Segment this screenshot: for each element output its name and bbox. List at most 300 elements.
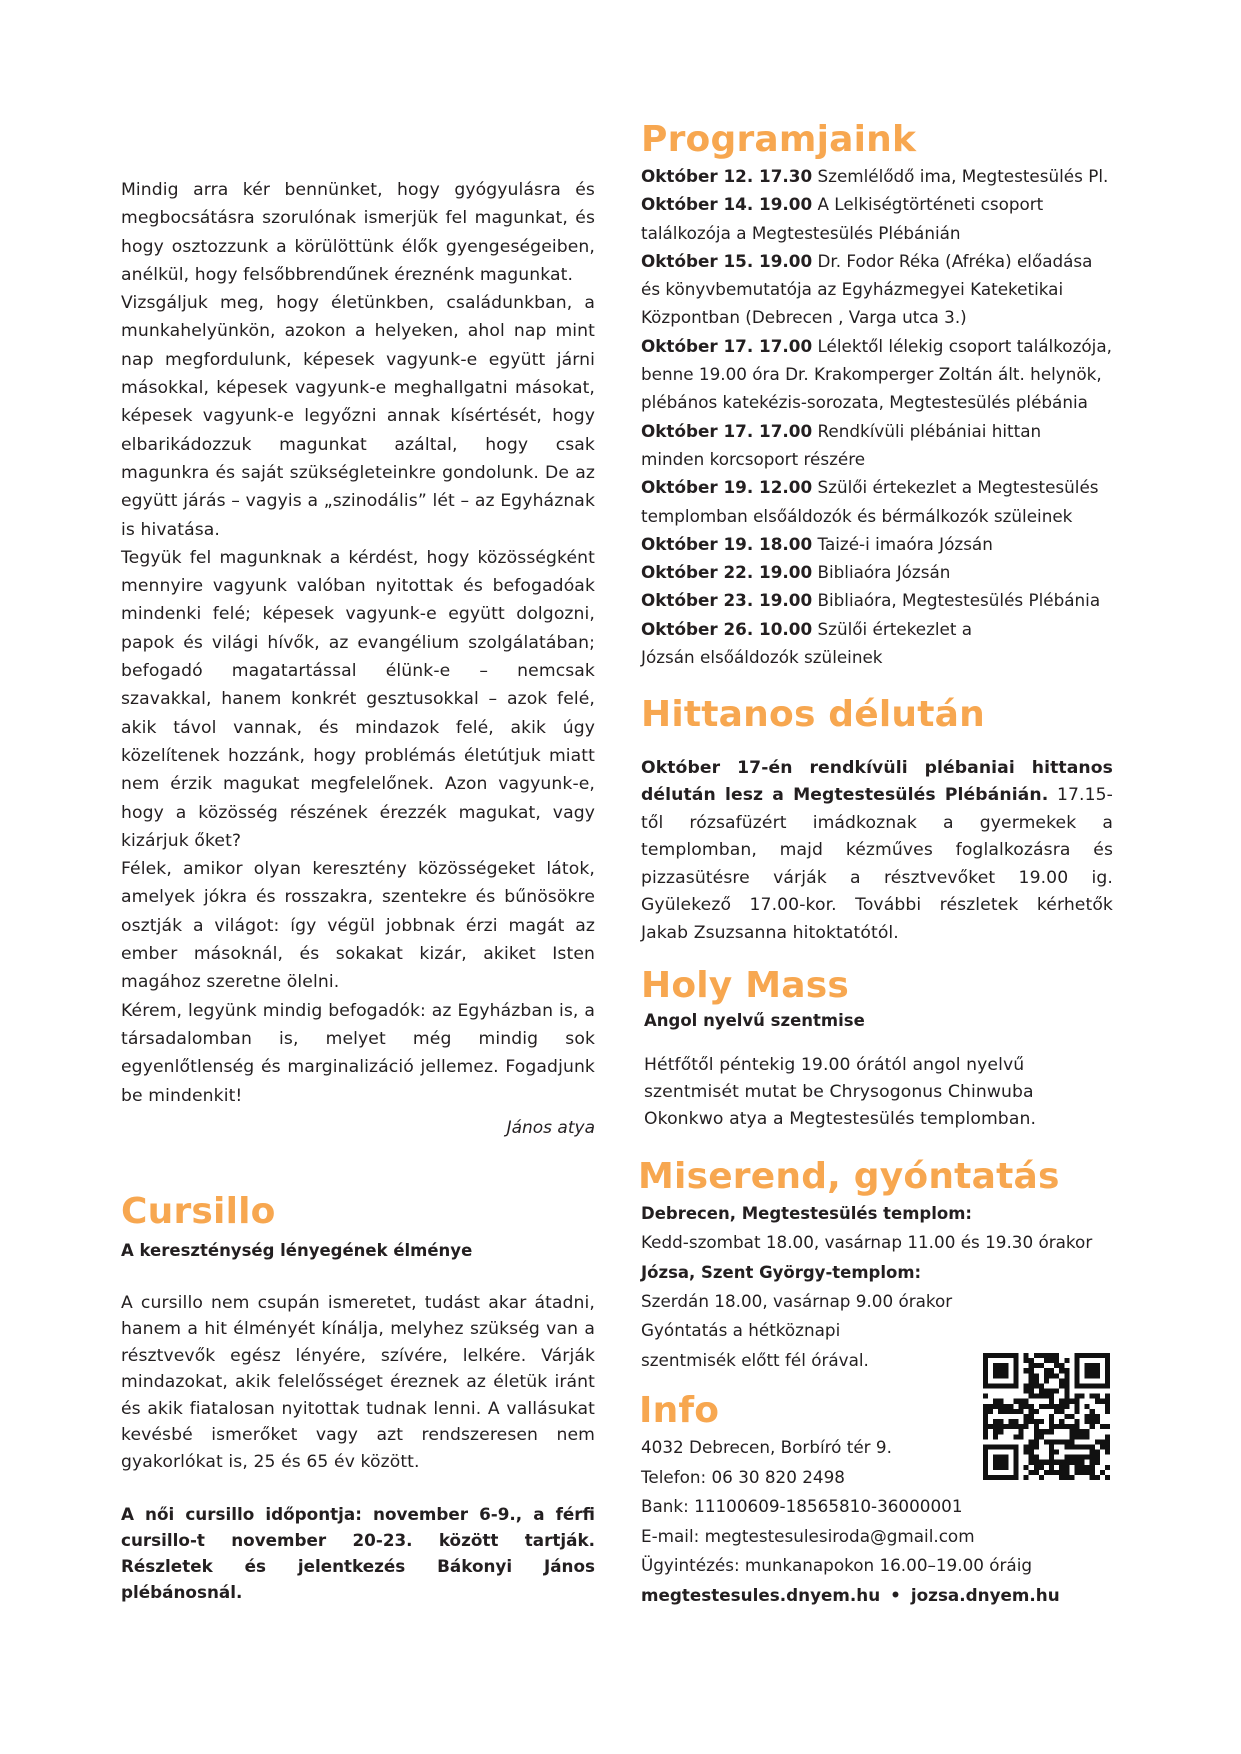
qr-module xyxy=(983,1394,988,1399)
website-link-2[interactable]: jozsa.dnyem.hu xyxy=(910,1584,1060,1605)
hittan-text: 17.15-től rózsafüzért imádkoznak a gyermekek a templomban, majd kézműves foglalkozásra és pizzasütésre várják a résztvevőket 19.00 ig. Gyülekező 17.00-kor. További részletek kérhetők Jakab Zsuzsanna hitoktatótól. xyxy=(641,785,1113,943)
holy-mass-title: Holy Mass xyxy=(641,965,849,1007)
qr-module xyxy=(1039,1383,1044,1388)
qr-module xyxy=(1059,1399,1064,1404)
info-hours: Ügyintézés: munkanapokon 16.00–19.00 óráig xyxy=(641,1555,1033,1576)
qr-module xyxy=(1095,1450,1100,1455)
qr-module xyxy=(1064,1444,1069,1449)
qr-module xyxy=(1064,1470,1069,1475)
qr-module xyxy=(1024,1450,1029,1455)
qr-module xyxy=(1085,1465,1090,1470)
qr-module xyxy=(1019,1399,1024,1404)
qr-module xyxy=(1019,1404,1024,1409)
qr-module xyxy=(1059,1378,1064,1383)
cursillo-dates: A női cursillo időpontja: november 6-9., a férfi cursillo-t november 20-23. között tartják. Részletek és jelentkezés Bákonyi János plébánosnál. xyxy=(121,1504,595,1603)
qr-module xyxy=(1080,1429,1085,1434)
qr-module xyxy=(1008,1419,1013,1424)
qr-module xyxy=(1090,1470,1095,1475)
qr-module xyxy=(1059,1383,1064,1388)
qr-module xyxy=(1064,1389,1069,1394)
qr-module xyxy=(1069,1424,1074,1429)
qr-module xyxy=(1008,1424,1013,1429)
qr-module xyxy=(1069,1399,1074,1404)
qr-module xyxy=(1013,1399,1018,1404)
program-item xyxy=(641,162,1141,190)
qr-module xyxy=(983,1429,988,1434)
qr-module xyxy=(1090,1394,1095,1399)
qr-module xyxy=(1059,1470,1064,1475)
qr-module xyxy=(1024,1353,1029,1358)
program-date: Október 19. 18.00 xyxy=(641,533,813,554)
qr-module xyxy=(1003,1404,1008,1409)
qr-module xyxy=(1049,1460,1054,1465)
confession-line-1: Gyóntatás a hétköznapi xyxy=(641,1320,841,1341)
qr-module xyxy=(1054,1353,1059,1358)
qr-module xyxy=(1049,1470,1054,1475)
qr-module xyxy=(1085,1414,1090,1419)
qr-module xyxy=(1039,1460,1044,1465)
qr-module xyxy=(993,1429,998,1434)
qr-module xyxy=(1074,1394,1079,1399)
article-paragraph: Tegyük fel magunknak a kérdést, hogy közösségként mennyire vagyunk valóban nyitottak és befogadóak mindenki felé; képesek vagyunk-e együtt dolgozni, papok és világi hívők, az evangélium szolgálatában; befogadó magatartással élünk-e – nemcsak szavakkal, hanem konkrét gesztusokkal – azok felé, akik távol vannak, és mindazok felé, akik úgy közelítenek hozzánk, hogy problémás életútjuk miatt nem érzik magukat megfelelőnek. Azon vagyunk-e, hogy a közösség részének érezzék magukat, vagy kizárjuk őket? xyxy=(121,547,595,851)
qr-module xyxy=(1049,1455,1054,1460)
program-text: Szülői értekezlet a Józsán elsőáldozók szüleinek xyxy=(641,618,973,668)
qr-module xyxy=(1085,1429,1090,1434)
qr-module xyxy=(983,1419,988,1424)
qr-module xyxy=(993,1424,998,1429)
qr-module xyxy=(1029,1470,1034,1475)
qr-module xyxy=(1019,1434,1024,1439)
qr-module xyxy=(983,1414,988,1419)
qr-module xyxy=(1105,1409,1110,1414)
qr-module xyxy=(993,1404,998,1409)
qr-module xyxy=(1034,1363,1039,1368)
qr-module xyxy=(1044,1353,1049,1358)
qr-module xyxy=(998,1404,1003,1409)
programs-title: Programjaink xyxy=(641,119,917,160)
qr-module xyxy=(1074,1409,1079,1414)
qr-module xyxy=(1064,1358,1069,1363)
qr-module xyxy=(1080,1465,1085,1470)
qr-module xyxy=(1049,1399,1054,1404)
holy-mass-subtitle: Angol nyelvű szentmise xyxy=(644,1011,865,1031)
program-date: Október 12. 17.30 xyxy=(641,166,813,186)
qr-module xyxy=(1069,1444,1074,1449)
qr-module xyxy=(1064,1368,1069,1373)
info-email[interactable]: E-mail: megtestesulesiroda@gmail.com xyxy=(641,1525,975,1546)
qr-module xyxy=(1090,1460,1095,1465)
qr-module xyxy=(1074,1455,1079,1460)
program-date: Október 17. 17.00 xyxy=(641,335,813,356)
program-text: Lélektől lélekig csoport találkozója, benne 19.00 óra Dr. Krakomperger Zoltán ált. helynök, plébános katekézis-sorozata, Megtestesülés plébánia xyxy=(641,335,1112,413)
qr-module xyxy=(1003,1409,1008,1414)
qr-module xyxy=(1064,1439,1069,1444)
qr-module xyxy=(1034,1439,1039,1444)
qr-module xyxy=(1039,1475,1044,1480)
qr-module xyxy=(1059,1475,1064,1480)
qr-module xyxy=(1044,1373,1049,1378)
qr-module xyxy=(1090,1455,1095,1460)
qr-module xyxy=(1074,1465,1079,1470)
qr-module xyxy=(1100,1399,1105,1404)
qr-module xyxy=(1024,1358,1029,1363)
church-2-schedule: Szerdán 18.00, vasárnap 9.00 órakor xyxy=(641,1290,953,1311)
qr-module xyxy=(1029,1404,1034,1409)
article-signature: János atya xyxy=(506,1117,595,1138)
cursillo-body: A cursillo nem csupán ismeretet, tudást akar átadni, hanem a hit élményét kínálja, melyhez szükség van a résztvevők egész lényére, szívére, lelkére. Várják mindazokat, akik felelősséget éreznek az életük iránt és akik fiatalosan nyitottak tudnak lenni. A vallásukat kevésbé ismerőket vagy azt rendszeresen nem gyakorlókat is, 25 és 65 év között. xyxy=(121,1292,595,1472)
program-item xyxy=(641,586,1141,614)
qr-module xyxy=(1074,1470,1079,1475)
qr-module xyxy=(1064,1460,1069,1465)
qr-module xyxy=(1008,1409,1013,1414)
program-item xyxy=(641,417,1061,474)
qr-module xyxy=(1074,1460,1079,1465)
program-date: Október 23. 19.00 xyxy=(641,590,813,611)
qr-module xyxy=(1044,1389,1049,1394)
qr-module xyxy=(1054,1404,1059,1409)
qr-module xyxy=(1029,1389,1034,1394)
program-text: Bibliaóra, Megtestesülés Plébánia xyxy=(817,590,1101,611)
qr-module xyxy=(1100,1424,1105,1429)
qr-module xyxy=(1095,1460,1100,1465)
qr-module xyxy=(1064,1404,1069,1409)
qr-module xyxy=(1054,1450,1059,1455)
qr-module xyxy=(1085,1470,1090,1475)
qr-module xyxy=(1105,1424,1110,1429)
qr-module xyxy=(1105,1450,1110,1455)
qr-module xyxy=(1049,1404,1054,1409)
qr-module xyxy=(1049,1444,1054,1449)
qr-module xyxy=(983,1424,988,1429)
qr-module xyxy=(993,1434,998,1439)
holy-mass-section xyxy=(641,964,1113,1133)
qr-module xyxy=(1029,1419,1034,1424)
qr-module xyxy=(1074,1399,1079,1404)
qr-module xyxy=(1085,1404,1090,1409)
qr-module xyxy=(1034,1419,1039,1424)
qr-module xyxy=(1090,1414,1095,1419)
program-text: Rendkívüli plébániai hittan minden korcsoport részére xyxy=(641,420,1042,469)
program-text: Bibliaóra Józsán xyxy=(817,562,951,583)
qr-module xyxy=(1069,1434,1074,1439)
program-date: Október 26. 10.00 xyxy=(641,618,813,639)
qr-module xyxy=(1095,1419,1100,1424)
qr-module xyxy=(988,1404,993,1409)
qr-module xyxy=(1024,1475,1029,1480)
qr-module xyxy=(1044,1368,1049,1373)
websites xyxy=(641,1581,1141,1611)
qr-module xyxy=(1074,1444,1079,1449)
qr-finder-center xyxy=(993,1363,1008,1378)
qr-module xyxy=(1085,1444,1090,1449)
qr-module xyxy=(1013,1409,1018,1414)
program-date: Október 17. 17.00 xyxy=(641,420,813,441)
article xyxy=(121,176,595,1110)
qr-module xyxy=(1080,1394,1085,1399)
miserend-title: Miserend, gyóntatás xyxy=(638,1156,1060,1198)
qr-module xyxy=(1049,1373,1054,1378)
qr-module xyxy=(1029,1439,1034,1444)
cursillo-section xyxy=(121,1190,595,1606)
qr-module xyxy=(1039,1429,1044,1434)
info-phone: Telefon: 06 30 820 2498 xyxy=(641,1466,845,1487)
program-text: A Lelkiségtörténeti csoport találkozója a Megtestesülés Plébánián xyxy=(641,194,1044,243)
qr-module xyxy=(1029,1444,1034,1449)
qr-module xyxy=(1100,1439,1105,1444)
qr-module xyxy=(1008,1404,1013,1409)
qr-module xyxy=(1024,1404,1029,1409)
qr-module xyxy=(1049,1465,1054,1470)
qr-finder-center xyxy=(993,1455,1008,1470)
qr-module xyxy=(1090,1465,1095,1470)
qr-module xyxy=(1090,1444,1095,1449)
qr-module xyxy=(1105,1404,1110,1409)
qr-module xyxy=(1019,1429,1024,1434)
program-item xyxy=(641,332,1141,417)
qr-module xyxy=(1039,1394,1044,1399)
qr-module xyxy=(1034,1455,1039,1460)
qr-module xyxy=(1085,1455,1090,1460)
qr-module xyxy=(1024,1419,1029,1424)
qr-module xyxy=(1044,1358,1049,1363)
qr-module xyxy=(1024,1399,1029,1404)
qr-module xyxy=(1044,1404,1049,1409)
qr-module xyxy=(1029,1358,1034,1363)
article-paragraph: Kérem, legyünk mindig befogadók: az Egyházban is, a társadalomban is, melyet még mindig sok egyenlőtlenség és marginalizáció jellemez. Fogadjunk be mindenkit! xyxy=(121,1000,595,1106)
qr-module xyxy=(1105,1434,1110,1439)
qr-module xyxy=(1064,1394,1069,1399)
qr-module xyxy=(983,1409,988,1414)
programs-section xyxy=(641,118,1141,671)
qr-module xyxy=(1064,1378,1069,1383)
miserend-section xyxy=(638,1155,1141,1375)
qr-code-icon[interactable] xyxy=(983,1353,1110,1480)
qr-module xyxy=(1064,1383,1069,1388)
qr-module xyxy=(1054,1439,1059,1444)
qr-module xyxy=(1074,1429,1079,1434)
qr-module xyxy=(1054,1358,1059,1363)
qr-module xyxy=(1074,1434,1079,1439)
qr-module xyxy=(1069,1460,1074,1465)
qr-module xyxy=(1059,1404,1064,1409)
qr-module xyxy=(1034,1409,1039,1414)
program-item xyxy=(641,473,1116,530)
qr-module xyxy=(1095,1475,1100,1480)
qr-module xyxy=(1034,1444,1039,1449)
qr-module xyxy=(1024,1444,1029,1449)
qr-module xyxy=(1054,1363,1059,1368)
qr-module xyxy=(1080,1434,1085,1439)
info-title: Info xyxy=(639,1390,720,1432)
qr-module xyxy=(1034,1434,1039,1439)
qr-module xyxy=(1039,1404,1044,1409)
qr-module xyxy=(1029,1373,1034,1378)
qr-module xyxy=(1034,1424,1039,1429)
article-paragraph: Vizsgáljuk meg, hogy életünkben, családunkban, a munkahelyünkön, azokon a helyeken, ahol nap mint nap megfordulunk, képesek vagyunk-e együtt járni másokkal, képesek vagyunk-e meghallgatni másokat, képesek vagyunk-e legyőzni annak kísértését, hogy elbarikádozzuk magunkat azáltal, hogy csak magunkra és saját szükségleteinkre gondolunk. De az együtt járás – vagyis a „szinodális” lét – az Egyháznak is hivatása. xyxy=(121,293,595,540)
qr-module xyxy=(1069,1414,1074,1419)
qr-module xyxy=(1085,1419,1090,1424)
qr-module xyxy=(998,1409,1003,1414)
qr-module xyxy=(1054,1373,1059,1378)
qr-module xyxy=(1049,1429,1054,1434)
qr-module xyxy=(1095,1439,1100,1444)
qr-module xyxy=(1034,1394,1039,1399)
qr-module xyxy=(1100,1470,1105,1475)
qr-module xyxy=(1090,1409,1095,1414)
qr-module xyxy=(1090,1450,1095,1455)
qr-module xyxy=(1059,1368,1064,1373)
qr-module xyxy=(1074,1404,1079,1409)
qr-module xyxy=(1054,1409,1059,1414)
qr-module xyxy=(1064,1373,1069,1378)
qr-module xyxy=(1105,1444,1110,1449)
qr-module xyxy=(1044,1439,1049,1444)
separator-dot: • xyxy=(890,1584,901,1605)
website-link-1[interactable]: megtestesules.dnyem.hu xyxy=(641,1584,881,1605)
qr-module xyxy=(1034,1378,1039,1383)
qr-module xyxy=(1019,1424,1024,1429)
qr-module xyxy=(1049,1450,1054,1455)
qr-module xyxy=(1029,1450,1034,1455)
qr-module xyxy=(1105,1439,1110,1444)
qr-module xyxy=(998,1424,1003,1429)
qr-module xyxy=(1069,1439,1074,1444)
qr-module xyxy=(1054,1460,1059,1465)
qr-module xyxy=(1049,1389,1054,1394)
qr-module xyxy=(1013,1434,1018,1439)
qr-finder-center xyxy=(1085,1363,1100,1378)
qr-module xyxy=(1059,1424,1064,1429)
qr-module xyxy=(1039,1465,1044,1470)
qr-module xyxy=(1039,1434,1044,1439)
qr-code-graphic xyxy=(983,1353,1110,1480)
hittan-section xyxy=(641,693,1113,947)
program-date: Október 15. 19.00 xyxy=(641,250,813,271)
qr-module xyxy=(1090,1419,1095,1424)
qr-module xyxy=(1085,1434,1090,1439)
qr-module xyxy=(1029,1409,1034,1414)
qr-module xyxy=(1029,1394,1034,1399)
qr-module xyxy=(1074,1419,1079,1424)
qr-module xyxy=(1080,1470,1085,1475)
qr-module xyxy=(1080,1444,1085,1449)
qr-module xyxy=(983,1404,988,1409)
qr-module xyxy=(1059,1409,1064,1414)
qr-module xyxy=(1034,1465,1039,1470)
qr-module xyxy=(1064,1399,1069,1404)
program-date: Október 19. 12.00 xyxy=(641,477,813,498)
qr-module xyxy=(1090,1424,1095,1429)
qr-module xyxy=(1024,1465,1029,1470)
cursillo-title: Cursillo xyxy=(121,1190,276,1232)
qr-module xyxy=(1029,1368,1034,1373)
qr-module xyxy=(1064,1475,1069,1480)
qr-module xyxy=(1029,1414,1034,1419)
program-item xyxy=(641,530,1141,558)
qr-module xyxy=(1024,1368,1029,1373)
program-date: Október 14. 19.00 xyxy=(641,194,813,215)
qr-module xyxy=(1034,1460,1039,1465)
article-paragraph: Mindig arra kér bennünket, hogy gyógyulásra és megbocsátásra szorulónak ismerjük fel magunkat, és hogy osztozzunk a körülöttünk élők gyengeségeiben, anélkül, hogy felsőbbrendűnek éreznénk magunkat. xyxy=(121,180,595,285)
qr-module xyxy=(1105,1394,1110,1399)
qr-module xyxy=(1034,1353,1039,1358)
church-1-schedule: Kedd-szombat 18.00, vasárnap 11.00 és 19.30 órakor xyxy=(641,1232,1093,1253)
qr-module xyxy=(1095,1394,1100,1399)
qr-module xyxy=(1064,1465,1069,1470)
qr-module xyxy=(1095,1414,1100,1419)
qr-module xyxy=(1090,1475,1095,1480)
qr-module xyxy=(1059,1439,1064,1444)
qr-module xyxy=(1095,1455,1100,1460)
qr-module xyxy=(983,1434,988,1439)
qr-module xyxy=(1044,1378,1049,1383)
qr-module xyxy=(1064,1424,1069,1429)
program-item xyxy=(641,615,981,672)
qr-module xyxy=(1080,1455,1085,1460)
qr-module xyxy=(1064,1414,1069,1419)
qr-module xyxy=(1034,1470,1039,1475)
qr-module xyxy=(1029,1378,1034,1383)
qr-module xyxy=(1029,1383,1034,1388)
qr-module xyxy=(1039,1353,1044,1358)
qr-module xyxy=(1013,1419,1018,1424)
hittan-bold: Október 17-én rendkívüli plébaniai hittanos délután lesz a Megtestesülés Plébánián. xyxy=(641,757,1113,806)
qr-module xyxy=(1044,1470,1049,1475)
confession-line-2: szentmisék előtt fél órával. xyxy=(641,1349,869,1370)
qr-module xyxy=(1105,1475,1110,1480)
qr-module xyxy=(1054,1389,1059,1394)
qr-module xyxy=(1044,1460,1049,1465)
qr-module xyxy=(1049,1439,1054,1444)
qr-module xyxy=(1049,1414,1054,1419)
qr-module xyxy=(1059,1363,1064,1368)
qr-module xyxy=(1105,1465,1110,1470)
qr-module xyxy=(1029,1455,1034,1460)
qr-module xyxy=(1049,1368,1054,1373)
hittan-body xyxy=(641,755,1113,948)
qr-module xyxy=(1024,1383,1029,1388)
qr-module xyxy=(1024,1414,1029,1419)
qr-module xyxy=(1049,1358,1054,1363)
qr-module xyxy=(1059,1419,1064,1424)
qr-module xyxy=(998,1419,1003,1424)
qr-module xyxy=(1039,1419,1044,1424)
qr-module xyxy=(1049,1394,1054,1399)
program-list xyxy=(641,162,1141,671)
qr-module xyxy=(1064,1455,1069,1460)
program-text: Szülői értekezlet a Megtestesülés templomban elsőáldozók és bérmálkozók szüleinek xyxy=(641,477,1099,526)
qr-module xyxy=(1039,1389,1044,1394)
holy-mass-body: Hétfőtől péntekig 19.00 órától angol nyelvű szentmisét mutat be Chrysogonus Chinwuba Okonkwo atya a Megtestesülés templomban. xyxy=(644,1055,1037,1130)
qr-module xyxy=(1095,1399,1100,1404)
info-bank: Bank: 11100609-18565810-36000001 xyxy=(641,1496,963,1517)
qr-module xyxy=(1013,1424,1018,1429)
qr-module xyxy=(1024,1389,1029,1394)
program-item xyxy=(641,247,1096,332)
qr-module xyxy=(1003,1424,1008,1429)
info-address: 4032 Debrecen, Borbíró tér 9. xyxy=(641,1437,892,1458)
qr-module xyxy=(1105,1399,1110,1404)
church-2-name: Józsa, Szent György-templom: xyxy=(641,1262,922,1282)
qr-module xyxy=(1054,1470,1059,1475)
qr-module xyxy=(1059,1460,1064,1465)
qr-module xyxy=(1069,1455,1074,1460)
qr-module xyxy=(1044,1394,1049,1399)
qr-module xyxy=(1034,1383,1039,1388)
qr-module xyxy=(1059,1465,1064,1470)
qr-module xyxy=(1074,1424,1079,1429)
program-text: Szemlélődő ima, Megtestesülés Pl. xyxy=(817,166,1109,186)
